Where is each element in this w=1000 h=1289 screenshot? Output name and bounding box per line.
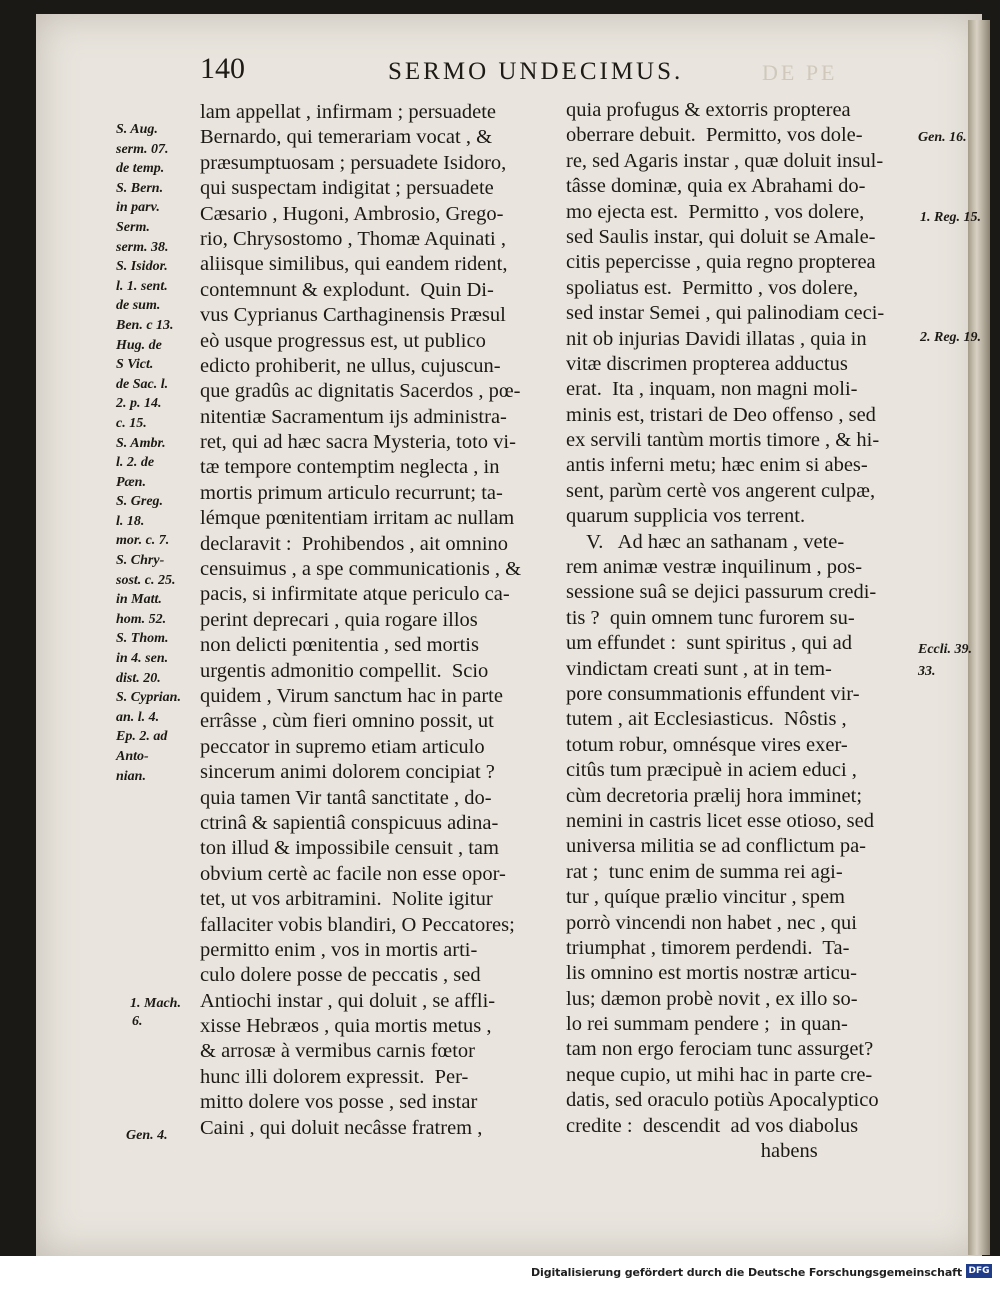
margin-note: nian. [116, 768, 146, 784]
margin-note: mor. c. 7. [116, 533, 170, 549]
text-line: sed Saulis instar, qui doluit se Amale- [566, 225, 876, 248]
text-line: triumphat , timorem perdendi. Ta- [566, 936, 850, 959]
margin-note-reg15: 1. Reg. 15. [920, 210, 982, 225]
text-line: nitentiæ Sacramentum ijs administra- [200, 405, 507, 428]
text-line: permitto enim , vos in mortis arti- [200, 938, 478, 961]
text-line: mortis primum articulo recurrunt; ta- [200, 481, 503, 504]
left-text-column [200, 100, 521, 1141]
margin-note: in Matt. [116, 592, 162, 608]
text-line: ton illud & impossibile censuit , tam [200, 837, 499, 860]
margin-note: Anto- [116, 749, 149, 764]
text-line: peccator in supremo etiam articulo [200, 735, 485, 758]
text-line: vindictam creati sunt , at in tem- [566, 657, 832, 680]
footer-credit: Digitalisierung gefördert durch die Deutsche Forschungsgemeinschaft [531, 1266, 962, 1279]
text-line: tâsse dominæ, quia ex Abrahami do- [566, 175, 866, 198]
margin-note: S. Thom. [116, 631, 169, 647]
text-line: edicto prohiberit, ne ullus, cujuscun- [200, 354, 501, 377]
text-line: sed instar Semei , qui palinodiam ceci- [566, 302, 885, 325]
margin-note-mach-chapter: 6. [132, 1014, 143, 1029]
text-line: perint deprecari , quia rogare illos [200, 608, 478, 631]
margin-note: an. l. 4. [116, 709, 160, 725]
text-line: tæ tempore contemptim neglecta , in [200, 456, 500, 479]
text-line: um effundet : sunt spiritus , qui ad [566, 632, 853, 655]
margin-note: l. 2. de [116, 455, 155, 471]
margin-note: hom. 52. [116, 611, 167, 627]
margin-note: in parv. [116, 200, 160, 216]
footer-bar [0, 1256, 1000, 1289]
text-line: neque cupio, ut mihi hac in parte cre- [566, 1063, 873, 1086]
text-line: xisse Hebræos , quia mortis metus , [200, 1015, 492, 1038]
margin-note: de sum. [116, 298, 161, 314]
left-margin-notes [116, 120, 181, 786]
text-line: urgentis admonitio compellit. Scio [200, 659, 489, 682]
text-line: erat. Ita , inquam, non magni moli- [566, 378, 858, 401]
text-line: mitto dolere vos posse , sed instar [200, 1091, 478, 1114]
text-line: quarum supplicia vos terrent. [566, 505, 806, 528]
text-line: Caini , qui doluit necâsse fratrem , [200, 1116, 483, 1139]
margin-note: Ben. c 13. [116, 317, 174, 333]
text-line: Bernardo, qui temerariam vocat , & [200, 126, 493, 149]
margin-note: in 4. sen. [116, 651, 169, 667]
text-line: V. Ad hæc an sathanam , vete- [566, 530, 845, 553]
text-line: eò usque progressus est, ut publico [200, 329, 486, 352]
margin-note: S. Isidor. [116, 259, 168, 275]
text-line: ctrinâ & sapientiâ conspicuus adina- [200, 811, 499, 834]
text-line: quia tamen Vir tantâ sanctitate , do- [200, 786, 492, 809]
margin-note: de Sac. l. [116, 376, 169, 392]
margin-note: de temp. [116, 161, 165, 177]
dfg-logo: DFG [966, 1264, 992, 1278]
margin-note: serm. 07. [116, 141, 169, 157]
margin-note: S. Greg. [116, 494, 164, 510]
text-line: non delicti pœnitentia , sed mortis [200, 634, 479, 657]
text-line: pore consummationis effundent vir- [566, 682, 860, 705]
text-line: lus; dæmon probè novit , ex illo so- [566, 987, 858, 1010]
text-line: datis, sed oraculo potiùs Apocalyptico [566, 1089, 879, 1112]
margin-note-eccli: Eccli. 39. [918, 642, 973, 657]
margin-note-gen16: Gen. 16. [918, 130, 967, 145]
text-line: vitæ discrimen propterea adductus [566, 352, 848, 375]
text-line: ret, qui ad hæc sacra Mysteria, toto vi- [200, 431, 516, 454]
text-line: & arrosæ à vermibus carnis fœtor [200, 1040, 475, 1063]
text-line: tutem , ait Ecclesiasticus. Nôstis , [566, 708, 847, 731]
text-line: hunc illi dolorem expressit. Per- [200, 1065, 469, 1088]
text-line: præsumptuosam ; persuadete Isidoro, [200, 151, 507, 174]
text-line: qui suspectam indigitat ; persuadete [200, 177, 494, 200]
page-number: 140 [200, 52, 245, 85]
text-line: rem animæ vestræ inquilinum , pos- [566, 556, 863, 579]
text-line: nit ob injurias Davidi illatas , quia in [566, 327, 867, 350]
text-line: obvium certè ac facile non esse opor- [200, 862, 506, 885]
text-line: vus Cyprianus Carthaginensis Præsul [200, 304, 506, 327]
margin-note: S. Bern. [116, 180, 164, 196]
text-line: tis ? quin omnem tunc furorem su- [566, 606, 855, 629]
margin-note: l. 1. sent. [116, 278, 168, 294]
text-line: que gradûs ac dignitatis Sacerdos , pœ- [200, 380, 521, 403]
margin-note: l. 18. [116, 513, 145, 529]
margin-note: S. Chry- [116, 553, 165, 569]
text-line: credite : descendit ad vos diabolus [566, 1114, 859, 1137]
text-line: lam appellat , infirmam ; persuadete [200, 101, 496, 123]
right-text-column [566, 98, 884, 1164]
text-line: totum robur, omnésque vires exer- [566, 733, 848, 756]
margin-note: S. Ambr. [116, 435, 166, 451]
book-spine-edge [968, 20, 990, 1255]
text-line: habens [566, 1140, 818, 1163]
margin-note: 2. p. 14. [116, 396, 162, 412]
margin-note: Pæn. [116, 474, 146, 490]
text-line: lo rei summam pendere ; in quan- [566, 1013, 848, 1036]
margin-note: Ep. 2. ad [116, 729, 168, 745]
text-line: sent, parùm certè vos angerent culpæ, [566, 479, 876, 502]
text-line: cùm decretoria prælij hora imminet; [566, 784, 863, 807]
text-line: rat ; tunc enim de summa rei agi- [566, 860, 843, 883]
text-line: tur , quíque prælio vincitur , spem [566, 886, 845, 909]
text-line: aliisque similibus, qui eandem rident, [200, 253, 508, 276]
text-line: nemini in castris licet esse otioso, sed [566, 809, 875, 832]
margin-note: S. Cyprian. [116, 690, 181, 706]
text-line: tam non ergo ferociam tunc assurget? [566, 1038, 874, 1061]
margin-note: sost. c. 25. [116, 572, 176, 588]
text-line: re, sed Agaris instar , quæ doluit insul- [566, 149, 884, 172]
text-line: contemnunt & explodunt. Quin Di- [200, 278, 494, 301]
running-title: SERMO UNDECIMUS. [388, 58, 684, 85]
margin-note: Hug. de [116, 337, 162, 353]
text-line: rio, Chrysostomo , Thomæ Aquinati , [200, 227, 506, 250]
text-line: ex servili tantùm mortis timore , & hi- [566, 429, 880, 452]
text-line: tet, ut vos arbitramini. Nolite igitur [200, 888, 493, 911]
text-line: fallaciter vobis blandiri, O Peccatores; [200, 913, 515, 936]
margin-note: S. Aug. [116, 122, 158, 137]
text-line: porrò vincendi non habet , nec , qui [566, 911, 857, 934]
text-line: quia profugus & extorris propterea [566, 99, 851, 121]
text-line: quidem , Virum sanctum hac in parte [200, 684, 503, 707]
text-line: censuimus , a spe communicationis , & [200, 558, 522, 581]
text-line: mo ejecta est. Permitto , vos dolere, [566, 200, 865, 223]
text-line: citûs tum præcipuè in aciem educi , [566, 759, 857, 782]
text-line: lémque pœnitentiam irritam ac nullam [200, 507, 515, 530]
text-line: lis omnino est mortis nostræ articu- [566, 962, 857, 985]
text-line: Cæsario , Hugoni, Ambrosio, Grego- [200, 202, 504, 225]
margin-note-reg19: 2. Reg. 19. [920, 330, 982, 345]
text-line: Antiochi instar , qui doluit , se affli- [200, 989, 496, 1012]
margin-note: serm. 38. [116, 239, 169, 255]
text-line: sessione suâ se dejici passurum credi- [566, 581, 877, 604]
text-line: errâsse , cùm fieri omnino possit, ut [200, 710, 494, 733]
text-line: declaravit : Prohibendos , ait omnino [200, 532, 509, 555]
margin-note-eccli-verse: 33. [918, 664, 936, 679]
text-line: antis inferni metu; hæc enim si abes- [566, 454, 868, 477]
text-line: pacis, si infirmitate atque periculo ca- [200, 583, 510, 606]
text-line: culo dolere posse de peccatis , sed [200, 964, 481, 987]
text-line: oberrare debuit. Permitto, vos dole- [566, 124, 863, 147]
margin-note-gen4: Gen. 4. [126, 1128, 168, 1143]
text-line: spoliatus est. Permitto , vos dolere, [566, 276, 859, 299]
show-through-title: DE PE [762, 60, 838, 85]
margin-note: Serm. [116, 219, 150, 235]
text-line: minis est, tristari de Deo offenso , sed [566, 403, 876, 426]
margin-note: c. 15. [116, 415, 147, 431]
text-line: citis pepercisse , quia regno propterea [566, 251, 876, 274]
margin-note: dist. 20. [116, 670, 161, 686]
text-line: sincerum animi dolorem concipiat ? [200, 761, 495, 784]
text-line: universa militia se ad conflictum pa- [566, 835, 867, 858]
margin-note-mach: 1. Mach. [130, 996, 181, 1011]
margin-note: S Vict. [116, 357, 154, 373]
